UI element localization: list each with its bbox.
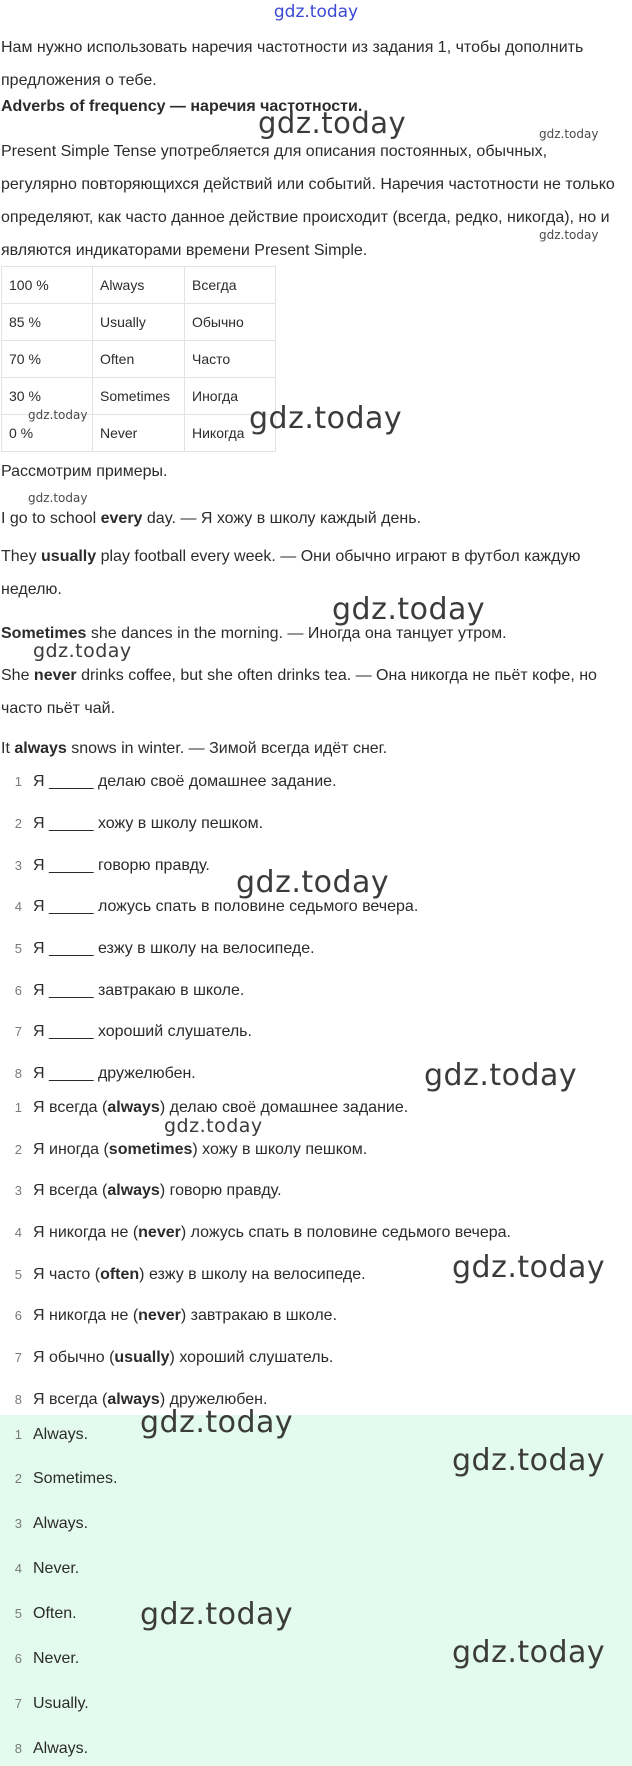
watermark: gdz.today <box>164 1115 263 1137</box>
list-item <box>0 979 244 1003</box>
watermark: gdz.today <box>452 1443 606 1478</box>
watermark: gdz.today <box>28 491 88 505</box>
adverb-cell: Never <box>93 415 185 452</box>
list-item <box>0 1138 367 1162</box>
watermark: gdz.today <box>249 401 403 436</box>
item-number: 3 <box>14 1183 22 1198</box>
item-text: ) ложусь спать в половине седьмого вечера. <box>180 1224 511 1241</box>
item-number: 4 <box>14 1561 22 1576</box>
item-number: 5 <box>14 941 22 956</box>
list-item <box>0 1020 252 1044</box>
watermark: gdz.today <box>539 228 599 242</box>
section-heading: Adverbs of frequency — наречия частотности. <box>1 98 363 115</box>
translation-cell: Часто <box>185 341 276 378</box>
item-number: 5 <box>14 1267 22 1282</box>
answer-text: Always. <box>33 1740 89 1757</box>
item-text: ) говорю правду. <box>159 1182 282 1199</box>
list-item <box>0 1692 89 1716</box>
example-text: day. — Я хожу в школу каждый день. <box>142 510 422 527</box>
example-adverb: never <box>33 667 77 684</box>
example-text: It <box>1 740 15 757</box>
item-adverb: sometimes <box>108 1141 193 1158</box>
watermark: gdz.today <box>539 127 599 141</box>
list-item <box>0 1737 88 1761</box>
item-text: ) хороший слушатель. <box>169 1349 334 1366</box>
watermark: gdz.today <box>140 1597 294 1632</box>
list-item <box>0 1423 88 1447</box>
item-text: Я _____ делаю своё домашнее задание. <box>33 773 337 790</box>
watermark: gdz.today <box>332 592 486 627</box>
translation-cell: Никогда <box>185 415 276 452</box>
item-number: 3 <box>14 858 22 873</box>
list-item <box>0 937 315 961</box>
description-text: Present Simple Tense употребляется для описания постоянных, обычных, регулярно повторяющихся действий или событий. Наречия частотности не только определяют, как часто данное действие происходит (всегда, редко, никогда), но и являются индикаторами времени Present Simple. <box>1 143 615 259</box>
example-text: drinks coffee, but she often drinks tea. — Она никогда не пьёт кофе, но часто пьёт чай. <box>1 667 597 717</box>
table-row <box>2 267 276 304</box>
percent-cell: 0 % <box>2 415 93 452</box>
example-text: snows in winter. — Зимой всегда идёт снег. <box>66 740 388 757</box>
translation-cell: Всегда <box>185 267 276 304</box>
list-item <box>0 1512 88 1536</box>
answer-text: Often. <box>33 1605 77 1622</box>
list-item <box>0 1221 511 1245</box>
item-number: 1 <box>14 1100 22 1115</box>
list-item <box>0 1467 117 1491</box>
item-adverb: never <box>138 1224 181 1241</box>
adverb-cell: Sometimes <box>93 378 185 415</box>
percent-cell: 30 % <box>2 378 93 415</box>
answer-text: Never. <box>33 1650 80 1667</box>
list-item <box>0 1647 79 1671</box>
item-text: Я _____ езжу в школу на велосипеде. <box>33 940 315 957</box>
item-text: ) дружелюбен. <box>159 1391 268 1408</box>
item-text: ) хожу в школу пешком. <box>192 1141 368 1158</box>
item-text: Я всегда ( <box>33 1391 108 1408</box>
percent-cell: 85 % <box>2 304 93 341</box>
translation-cell: Обычно <box>185 304 276 341</box>
site-logo[interactable]: gdz.today <box>273 2 359 22</box>
item-text: Я _____ хожу в школу пешком. <box>33 815 264 832</box>
example-text: They <box>1 548 42 565</box>
item-text: Я _____ дружелюбен. <box>33 1065 196 1082</box>
adverb-cell: Often <box>93 341 185 378</box>
item-text: ) завтракаю в школе. <box>180 1307 338 1324</box>
watermark: gdz.today <box>258 106 407 140</box>
watermark: gdz.today <box>28 408 88 422</box>
item-adverb: always <box>107 1099 160 1116</box>
table-row <box>2 341 276 378</box>
list-item <box>0 1346 333 1370</box>
example-sentence <box>1 659 627 725</box>
item-number: 7 <box>14 1350 22 1365</box>
item-number: 6 <box>14 983 22 998</box>
example-text: She <box>1 667 34 684</box>
list-item <box>0 1557 79 1581</box>
table-row <box>2 304 276 341</box>
list-item <box>0 812 263 836</box>
item-number: 8 <box>14 1392 22 1407</box>
item-number: 7 <box>14 1696 22 1711</box>
answer-text: Never. <box>33 1560 80 1577</box>
item-number: 2 <box>14 1142 22 1157</box>
example-text: she dances in the morning. — Иногда она танцует утром. <box>86 625 507 642</box>
item-adverb: always <box>107 1391 160 1408</box>
example-text: I go to school <box>1 510 101 527</box>
watermark: gdz.today <box>140 1405 294 1440</box>
adverb-cell: Usually <box>93 304 185 341</box>
example-adverb: Sometimes <box>1 625 87 642</box>
item-text: Я всегда ( <box>33 1182 108 1199</box>
item-text: Я _____ говорю правду. <box>33 857 210 874</box>
item-text: ) езжу в школу на велосипеде. <box>139 1266 366 1283</box>
list-item <box>0 1062 196 1086</box>
item-text: Я никогда не ( <box>33 1307 139 1324</box>
translation-cell: Иногда <box>185 378 276 415</box>
item-text: Я обычно ( <box>33 1349 115 1366</box>
answer-text: Always. <box>33 1426 89 1443</box>
examples-title: Рассмотрим примеры. <box>1 463 168 480</box>
item-number: 4 <box>14 899 22 914</box>
item-number: 6 <box>14 1651 22 1666</box>
item-text: Я часто ( <box>33 1266 101 1283</box>
item-text: Я никогда не ( <box>33 1224 139 1241</box>
answer-text: Usually. <box>33 1695 89 1712</box>
percent-cell: 70 % <box>2 341 93 378</box>
list-item <box>0 1304 337 1328</box>
frequency-table <box>1 266 276 452</box>
percent-cell: 100 % <box>2 267 93 304</box>
watermark: gdz.today <box>424 1058 578 1093</box>
adverb-cell: Always <box>93 267 185 304</box>
intro-text: Нам нужно использовать наречия частотности из задания 1, чтобы дополнить предложения о тебе. <box>1 39 584 89</box>
item-number: 8 <box>14 1741 22 1756</box>
item-adverb: always <box>107 1182 160 1199</box>
item-number: 5 <box>14 1606 22 1621</box>
item-number: 7 <box>14 1024 22 1039</box>
item-number: 4 <box>14 1225 22 1240</box>
watermark: gdz.today <box>33 640 132 662</box>
example-sentence <box>1 540 627 606</box>
list-item <box>0 1602 77 1626</box>
item-number: 2 <box>14 1471 22 1486</box>
answer-text: Always. <box>33 1515 89 1532</box>
item-number: 2 <box>14 816 22 831</box>
item-adverb: usually <box>114 1349 170 1366</box>
item-number: 1 <box>14 774 22 789</box>
item-adverb: often <box>100 1266 140 1283</box>
item-text: Я всегда ( <box>33 1099 108 1116</box>
list-item <box>0 1263 366 1287</box>
example-sentence <box>1 732 627 765</box>
item-text: Я _____ ложусь спать в половине седьмого вечера. <box>33 898 419 915</box>
item-number: 6 <box>14 1308 22 1323</box>
item-text: ) делаю своё домашнее задание. <box>159 1099 409 1116</box>
list-item <box>0 770 337 794</box>
example-text: play football every week. — Они обычно играют в футбол каждую неделю. <box>1 548 581 598</box>
watermark: gdz.today <box>236 865 390 900</box>
item-text: Я иногда ( <box>33 1141 109 1158</box>
watermark: gdz.today <box>452 1250 606 1285</box>
item-adverb: never <box>138 1307 181 1324</box>
example-sentence <box>1 502 627 535</box>
item-text: Я _____ хороший слушатель. <box>33 1023 252 1040</box>
item-number: 1 <box>14 1427 22 1442</box>
example-adverb: always <box>14 740 67 757</box>
list-item <box>0 1179 282 1203</box>
item-number: 3 <box>14 1516 22 1531</box>
watermark: gdz.today <box>452 1635 606 1670</box>
answer-text: Sometimes. <box>33 1470 118 1487</box>
example-adverb: every <box>100 510 143 527</box>
example-adverb: usually <box>41 548 97 565</box>
list-item <box>0 854 210 878</box>
item-number: 8 <box>14 1066 22 1081</box>
item-text: Я _____ завтракаю в школе. <box>33 982 245 999</box>
